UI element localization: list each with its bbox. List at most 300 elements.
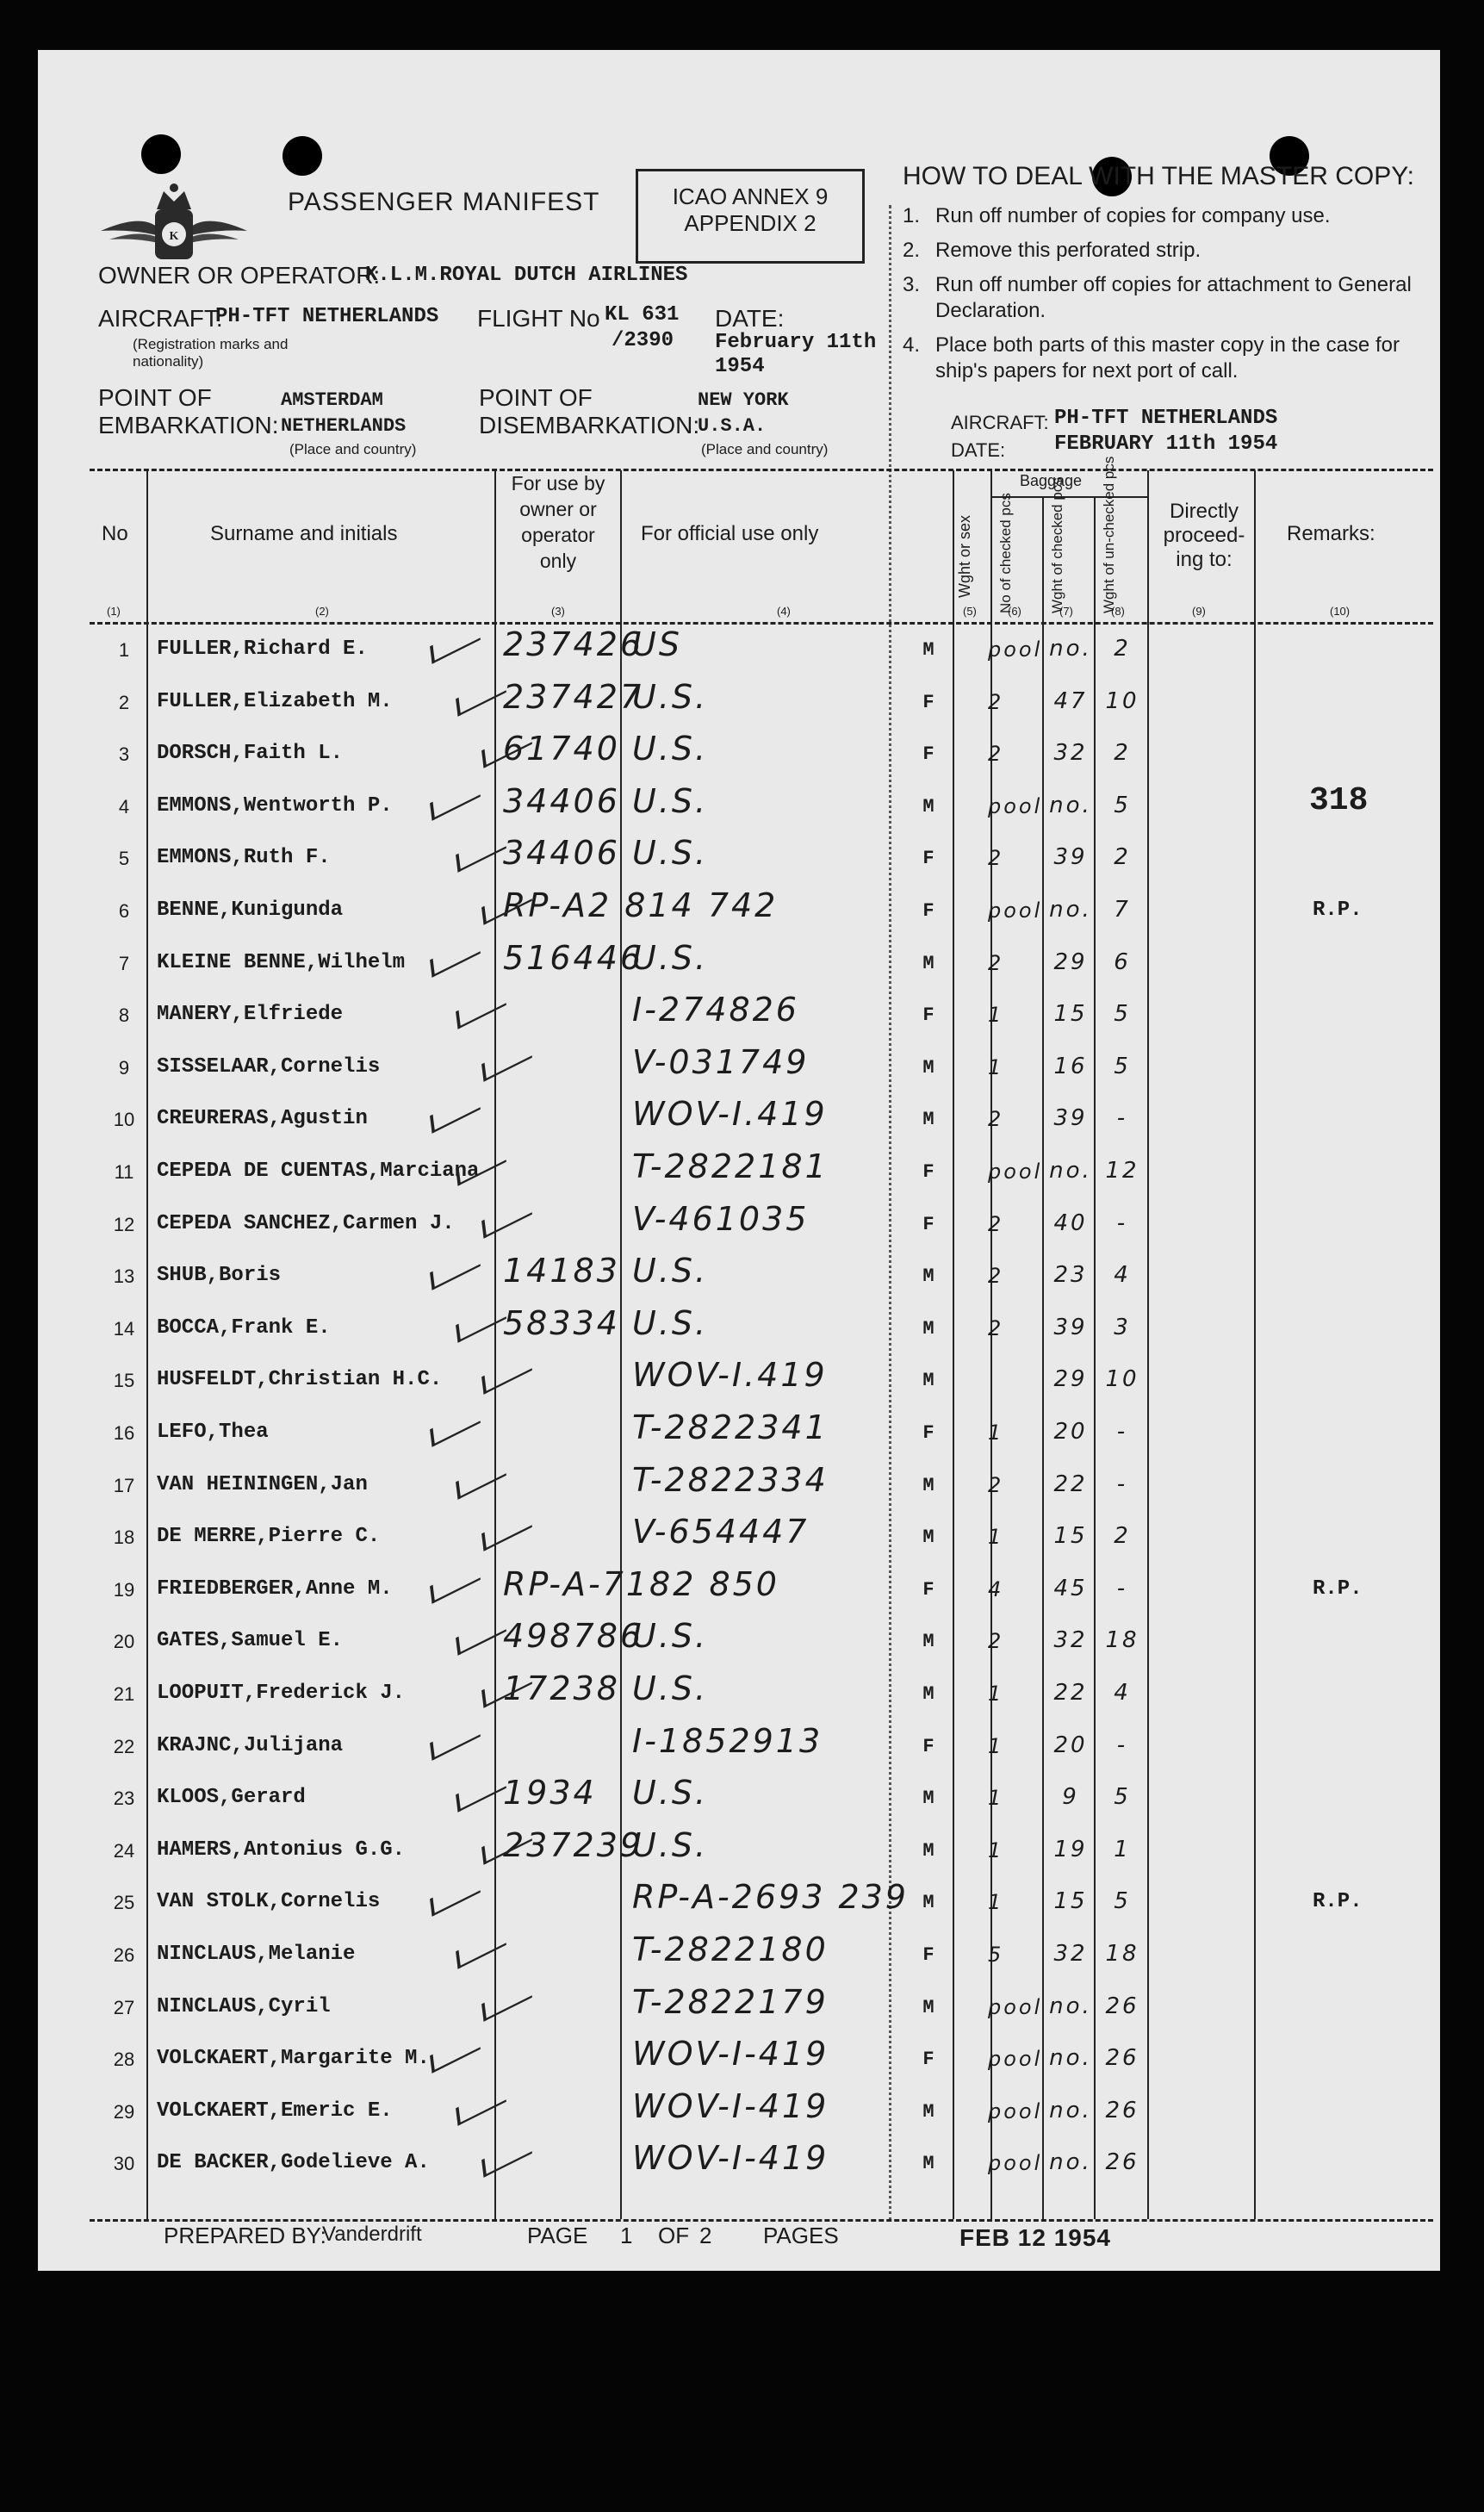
page-label: PAGE bbox=[527, 2223, 588, 2248]
row-remark: R.P. bbox=[1313, 1890, 1363, 1914]
prepared-value: Vanderdrift bbox=[322, 2223, 422, 2246]
wght-checked: 39 bbox=[1053, 1314, 1088, 1340]
check-tick-icon bbox=[430, 1092, 481, 1135]
of-label: OF bbox=[658, 2223, 690, 2248]
official-ref: U.S. bbox=[632, 1774, 709, 1812]
table-row bbox=[38, 1929, 1440, 1980]
row-number: 1 bbox=[118, 639, 130, 661]
icao-appendix: APPENDIX 2 bbox=[684, 210, 817, 236]
checked-pcs: 2 bbox=[988, 742, 1004, 767]
checked-pcs: 4 bbox=[988, 1576, 1004, 1601]
passenger-sex: F bbox=[922, 743, 934, 766]
received-date-stamp: FEB 12 1954 bbox=[959, 2224, 1111, 2251]
col-num: (9) bbox=[1192, 605, 1206, 618]
wght-unchecked: 18 bbox=[1105, 1941, 1139, 1967]
check-tick-icon bbox=[430, 2031, 481, 2074]
passenger-sex: M bbox=[922, 795, 934, 818]
passenger-sex: F bbox=[922, 1944, 934, 1966]
passenger-sex: F bbox=[922, 1004, 934, 1027]
wght-unchecked: 4 bbox=[1114, 1262, 1131, 1289]
row-number: 10 bbox=[113, 1109, 135, 1131]
passenger-name: BENNE,Kunigunda bbox=[157, 898, 344, 922]
wght-checked: no. bbox=[1049, 2149, 1092, 2176]
row-number: 26 bbox=[113, 1944, 135, 1966]
checked-pcs: 1 bbox=[988, 1525, 1004, 1550]
checked-pcs: 1 bbox=[988, 1003, 1004, 1028]
wght-unchecked: - bbox=[1116, 1575, 1128, 1601]
wght-unchecked: 10 bbox=[1105, 1366, 1139, 1393]
wght-checked: 39 bbox=[1053, 1105, 1088, 1132]
owner-ref: 34406 bbox=[503, 781, 620, 820]
wght-checked: 15 bbox=[1053, 1888, 1088, 1915]
row-remark: R.P. bbox=[1313, 898, 1363, 922]
passenger-sex: F bbox=[922, 848, 934, 870]
page-stamp-number: 318 bbox=[1309, 782, 1369, 819]
checked-pcs: pool bbox=[988, 2047, 1043, 2072]
check-tick-icon bbox=[456, 1770, 506, 1812]
passenger-sex: M bbox=[922, 1109, 934, 1131]
official-ref: U.S. bbox=[632, 781, 709, 820]
wght-checked: no. bbox=[1049, 636, 1092, 662]
passenger-sex: M bbox=[922, 1839, 934, 1862]
official-ref: RP-A-2693 239 bbox=[632, 1878, 909, 1917]
passenger-name: KLEINE BENNE,Wilhelm bbox=[157, 950, 406, 974]
wght-unchecked: - bbox=[1116, 1732, 1128, 1758]
col-num: (7) bbox=[1059, 605, 1073, 618]
check-tick-icon bbox=[456, 675, 506, 717]
wght-checked: 29 bbox=[1053, 948, 1088, 975]
passenger-name: NINCLAUS,Melanie bbox=[157, 1943, 356, 1966]
passenger-table bbox=[38, 622, 1440, 2224]
col-num: (1) bbox=[107, 605, 121, 618]
check-tick-icon bbox=[456, 1927, 506, 1969]
table-row bbox=[38, 1772, 1440, 1824]
checked-pcs: 2 bbox=[988, 1629, 1004, 1654]
col-sex: Wght or sex bbox=[956, 514, 973, 598]
passenger-name: KRAJNC,Julijana bbox=[157, 1733, 344, 1757]
svg-text:K: K bbox=[169, 230, 179, 243]
passenger-name: VAN STOLK,Cornelis bbox=[157, 1890, 381, 1914]
check-tick-icon bbox=[430, 1405, 481, 1447]
row-number: 20 bbox=[113, 1631, 135, 1653]
col-checked-pcs: No of checked pcs bbox=[997, 493, 1014, 613]
passenger-sex: F bbox=[922, 2049, 934, 2071]
passenger-name: HAMERS,Antonius G.G. bbox=[157, 1837, 406, 1862]
instr-date-value: FEBRUARY 11th 1954 bbox=[1054, 432, 1278, 456]
disembark-country: U.S.A. bbox=[698, 415, 767, 437]
instr-aircraft-label: AIRCRAFT: bbox=[951, 412, 1049, 433]
official-ref: V-031749 bbox=[632, 1042, 810, 1081]
official-ref: WOV-I.419 bbox=[632, 1356, 828, 1395]
wght-checked: 29 bbox=[1053, 1366, 1088, 1393]
passenger-name: VAN HEININGEN,Jan bbox=[157, 1472, 368, 1496]
check-tick-icon bbox=[456, 1458, 506, 1500]
checked-pcs: 1 bbox=[988, 1786, 1004, 1811]
owner-ref: 498786 bbox=[503, 1617, 644, 1656]
row-number: 5 bbox=[118, 848, 130, 870]
passenger-name: BOCCA,Frank E. bbox=[157, 1315, 331, 1340]
embark-label-1: POINT OF bbox=[98, 384, 212, 411]
official-ref: V-654447 bbox=[632, 1513, 810, 1551]
punch-hole bbox=[283, 136, 322, 176]
table-row bbox=[38, 937, 1440, 989]
table-row bbox=[38, 1303, 1440, 1354]
passenger-name: VOLCKAERT,Margarite M. bbox=[157, 2047, 430, 2071]
checked-pcs: 1 bbox=[988, 1054, 1004, 1079]
passenger-name: HUSFELDT,Christian H.C. bbox=[157, 1368, 443, 1392]
owner-ref: 1934 bbox=[503, 1774, 597, 1812]
instruction-item: 3. Run off number off copies for attachment to General Declaration. bbox=[903, 273, 1412, 322]
passenger-name: FRIEDBERGER,Anne M. bbox=[157, 1576, 393, 1601]
checked-pcs: pool bbox=[988, 2151, 1043, 2176]
wght-checked: 20 bbox=[1053, 1419, 1088, 1445]
passenger-sex: M bbox=[922, 1474, 934, 1496]
passenger-sex: F bbox=[922, 1578, 934, 1601]
passenger-sex: F bbox=[922, 691, 934, 713]
row-number: 28 bbox=[113, 2049, 135, 2071]
row-number: 2 bbox=[118, 691, 130, 713]
checked-pcs: 2 bbox=[988, 1472, 1004, 1497]
instr-date-label: DATE: bbox=[951, 439, 1006, 461]
owner-ref: 516446 bbox=[503, 938, 644, 977]
row-number: 30 bbox=[113, 2153, 135, 2175]
table-row bbox=[38, 832, 1440, 884]
instruction-item: 2. Remove this perforated strip. bbox=[903, 239, 1201, 262]
row-number: 11 bbox=[114, 1161, 134, 1183]
checked-pcs: 2 bbox=[988, 1211, 1004, 1236]
prepared-label: PREPARED BY: bbox=[164, 2223, 326, 2248]
col-num: (6) bbox=[1008, 605, 1021, 618]
official-ref: I-274826 bbox=[632, 991, 799, 1029]
official-ref: U.S. bbox=[632, 1303, 709, 1342]
wght-unchecked: 6 bbox=[1114, 948, 1131, 975]
official-ref: U.S. bbox=[632, 1617, 709, 1656]
table-row bbox=[38, 885, 1440, 936]
wght-unchecked: 2 bbox=[1114, 740, 1131, 767]
aircraft-value: PH-TFT NETHERLANDS bbox=[215, 305, 439, 328]
passenger-name: EMMONS,Ruth F. bbox=[157, 846, 331, 870]
row-number: 8 bbox=[118, 1004, 130, 1027]
baggage-rule bbox=[990, 496, 1149, 498]
wght-checked: 40 bbox=[1053, 1209, 1088, 1236]
check-tick-icon bbox=[430, 622, 481, 664]
wght-unchecked: - bbox=[1116, 1209, 1128, 1236]
wght-unchecked: - bbox=[1116, 1419, 1128, 1445]
table-row bbox=[38, 989, 1440, 1041]
col-baggage: Baggage bbox=[1020, 472, 1083, 489]
check-tick-icon bbox=[481, 2136, 532, 2179]
passenger-name: KLOOS,Gerard bbox=[157, 1786, 306, 1810]
passenger-sex: F bbox=[922, 1422, 934, 1444]
col-directly: Directly proceed-ing to: bbox=[1163, 500, 1245, 571]
row-number: 21 bbox=[113, 1683, 135, 1705]
table-row bbox=[38, 2137, 1440, 2189]
table-row bbox=[38, 2033, 1440, 2085]
check-tick-icon bbox=[430, 779, 481, 821]
passenger-name: CEPEDA DE CUENTAS,Marciana bbox=[157, 1160, 480, 1183]
owner-ref: RP-A2 814 742 bbox=[503, 886, 779, 924]
disembark-label-2: DISEMBARKATION: bbox=[479, 412, 700, 438]
checked-pcs: 1 bbox=[988, 1682, 1004, 1706]
wght-checked: 9 bbox=[1062, 1784, 1079, 1811]
table-row bbox=[38, 1564, 1440, 1615]
wght-checked: no. bbox=[1049, 792, 1092, 818]
col-no: No bbox=[102, 522, 128, 545]
disembark-label-1: POINT OF bbox=[479, 384, 593, 411]
embark-label-2: EMBARKATION: bbox=[98, 412, 279, 438]
wght-checked: no. bbox=[1049, 1993, 1092, 2019]
wght-checked: 47 bbox=[1053, 687, 1088, 714]
wght-checked: no. bbox=[1049, 2045, 1092, 2072]
passenger-sex: M bbox=[922, 639, 934, 661]
checked-pcs: 5 bbox=[988, 1943, 1004, 1967]
checked-pcs: 1 bbox=[988, 1421, 1004, 1445]
wght-unchecked: 10 bbox=[1105, 687, 1139, 714]
flight-label: FLIGHT No bbox=[477, 305, 600, 332]
checked-pcs: pool bbox=[988, 637, 1043, 662]
official-ref: U.S. bbox=[632, 938, 709, 977]
wght-unchecked: 26 bbox=[1105, 2097, 1139, 2123]
wght-checked: 22 bbox=[1053, 1680, 1088, 1706]
aircraft-note: (Registration marks and nationality) bbox=[133, 336, 289, 370]
wght-unchecked: 1 bbox=[1114, 1836, 1131, 1862]
wght-unchecked: 2 bbox=[1114, 1523, 1131, 1550]
official-ref: U.S. bbox=[632, 730, 709, 768]
passenger-name: VOLCKAERT,Emeric E. bbox=[157, 2099, 393, 2123]
check-tick-icon bbox=[430, 1875, 481, 1918]
manifest-sheet bbox=[38, 50, 1440, 2271]
page-value: 1 bbox=[620, 2223, 633, 2248]
passenger-sex: M bbox=[922, 1788, 934, 1810]
official-ref: WOV-I-419 bbox=[632, 2086, 829, 2125]
passenger-name: MANERY,Elfriede bbox=[157, 1003, 344, 1027]
passenger-sex: F bbox=[922, 1161, 934, 1183]
wght-unchecked: 26 bbox=[1105, 2045, 1139, 2072]
passenger-name: NINCLAUS,Cyril bbox=[157, 1994, 331, 2018]
row-number: 12 bbox=[113, 1213, 135, 1235]
passenger-sex: M bbox=[922, 952, 934, 974]
passenger-sex: F bbox=[922, 1213, 934, 1235]
wght-checked: 45 bbox=[1053, 1575, 1088, 1601]
check-tick-icon bbox=[481, 1509, 532, 1551]
checked-pcs: 2 bbox=[988, 846, 1004, 871]
owner-ref: 34406 bbox=[503, 834, 620, 873]
passenger-name: CREURERAS,Agustin bbox=[157, 1107, 368, 1131]
wght-unchecked: 18 bbox=[1105, 1627, 1139, 1654]
wght-unchecked: 26 bbox=[1105, 2149, 1139, 2176]
passenger-name: FULLER,Elizabeth M. bbox=[157, 689, 393, 713]
passenger-name: CEPEDA SANCHEZ,Carmen J. bbox=[157, 1211, 455, 1235]
table-row bbox=[38, 780, 1440, 832]
wght-unchecked: 5 bbox=[1114, 1053, 1131, 1079]
date-label: DATE: bbox=[715, 305, 785, 332]
check-tick-icon bbox=[456, 1614, 506, 1657]
icao-annex: ICAO ANNEX 9 bbox=[672, 183, 829, 209]
table-row bbox=[38, 1198, 1440, 1250]
passenger-name: DORSCH,Faith L. bbox=[157, 742, 344, 766]
table-row bbox=[38, 1407, 1440, 1458]
check-tick-icon bbox=[456, 1301, 506, 1343]
col-official: For official use only bbox=[641, 522, 819, 545]
owner-ref: RP-A-7182 850 bbox=[503, 1564, 779, 1603]
check-tick-icon bbox=[430, 1719, 481, 1761]
col-surname: Surname and initials bbox=[210, 522, 398, 545]
passenger-sex: M bbox=[922, 2153, 934, 2175]
instruction-item: 4. Place both parts of this master copy in the case for ship's papers for next port of call. bbox=[903, 333, 1400, 382]
table-row bbox=[38, 1876, 1440, 1928]
flight-value-2: /2390 bbox=[612, 329, 674, 352]
check-tick-icon bbox=[456, 831, 506, 874]
official-ref: T-2822341 bbox=[632, 1408, 829, 1446]
wght-unchecked: 2 bbox=[1114, 844, 1131, 871]
table-row bbox=[38, 1981, 1440, 2033]
passenger-name: DE MERRE,Pierre C. bbox=[157, 1525, 381, 1549]
check-tick-icon bbox=[456, 2084, 506, 2126]
checked-pcs: 2 bbox=[988, 1264, 1004, 1289]
official-ref: T-2822179 bbox=[632, 1982, 829, 2021]
row-number: 4 bbox=[118, 795, 130, 818]
wght-checked: 39 bbox=[1053, 844, 1088, 871]
checked-pcs: pool bbox=[988, 1994, 1043, 2019]
col-num: (5) bbox=[963, 605, 977, 618]
checked-pcs: 1 bbox=[988, 1733, 1004, 1758]
wght-unchecked: 5 bbox=[1114, 1888, 1131, 1915]
wght-checked: 15 bbox=[1053, 1001, 1088, 1028]
table-row bbox=[38, 1250, 1440, 1302]
embark-city: AMSTERDAM bbox=[281, 389, 383, 411]
owner-ref: 58334 bbox=[503, 1303, 620, 1342]
form-title: PASSENGER MANIFEST bbox=[288, 188, 600, 216]
disembark-place-note: (Place and country) bbox=[701, 441, 829, 457]
owner-value: K.L.M.ROYAL DUTCH AIRLINES bbox=[365, 264, 688, 287]
wght-checked: 32 bbox=[1053, 740, 1088, 767]
row-number: 27 bbox=[113, 1996, 135, 2018]
wght-unchecked: 26 bbox=[1105, 1993, 1139, 2019]
col-num: (2) bbox=[315, 605, 329, 618]
passenger-name: EMMONS,Wentworth P. bbox=[157, 793, 393, 818]
row-number: 23 bbox=[113, 1788, 135, 1810]
checked-pcs: 2 bbox=[988, 1107, 1004, 1132]
checked-pcs: pool bbox=[988, 1160, 1043, 1184]
disembark-city: NEW YORK bbox=[698, 389, 789, 411]
wght-checked: 22 bbox=[1053, 1471, 1088, 1497]
passenger-sex: M bbox=[922, 1056, 934, 1079]
row-number: 22 bbox=[113, 1735, 135, 1757]
table-row bbox=[38, 1668, 1440, 1719]
checked-pcs: 1 bbox=[988, 1837, 1004, 1862]
passenger-sex: M bbox=[922, 1631, 934, 1653]
table-row bbox=[38, 676, 1440, 728]
wght-checked: 32 bbox=[1053, 1627, 1088, 1654]
table-row bbox=[38, 1511, 1440, 1563]
checked-pcs: 2 bbox=[988, 1315, 1004, 1340]
passenger-sex: M bbox=[922, 2100, 934, 2123]
table-row bbox=[38, 1459, 1440, 1511]
wght-unchecked: 5 bbox=[1114, 1784, 1131, 1811]
row-number: 3 bbox=[118, 743, 130, 766]
embark-place-note: (Place and country) bbox=[289, 441, 417, 457]
owner-label: OWNER OR OPERATOR: bbox=[98, 262, 381, 289]
table-row bbox=[38, 1825, 1440, 1876]
wght-checked: 15 bbox=[1053, 1523, 1088, 1550]
row-number: 29 bbox=[113, 2100, 135, 2123]
row-number: 24 bbox=[113, 1839, 135, 1862]
table-row bbox=[38, 1146, 1440, 1197]
table-row bbox=[38, 1615, 1440, 1667]
table-row bbox=[38, 1093, 1440, 1145]
wght-unchecked: 5 bbox=[1114, 1001, 1131, 1028]
wght-checked: 16 bbox=[1053, 1053, 1088, 1079]
official-ref: U.S. bbox=[632, 1669, 709, 1707]
official-ref: U.S. bbox=[632, 1825, 709, 1864]
embark-country: NETHERLANDS bbox=[281, 415, 407, 437]
check-tick-icon bbox=[481, 1040, 532, 1082]
wght-unchecked: - bbox=[1116, 1471, 1128, 1497]
date-value-2: 1954 bbox=[715, 355, 765, 378]
wght-checked: 20 bbox=[1053, 1732, 1088, 1758]
passenger-sex: M bbox=[922, 1265, 934, 1288]
wght-checked: no. bbox=[1049, 897, 1092, 923]
passenger-sex: M bbox=[922, 1317, 934, 1340]
table-row bbox=[38, 2086, 1440, 2137]
table-bottom-rule bbox=[90, 2219, 1433, 2222]
wght-checked: no. bbox=[1049, 2097, 1092, 2123]
official-ref: U.S. bbox=[632, 1252, 709, 1290]
icao-box bbox=[636, 169, 865, 264]
wght-unchecked: 7 bbox=[1114, 897, 1131, 923]
check-tick-icon bbox=[481, 1980, 532, 2022]
row-number: 19 bbox=[113, 1578, 135, 1601]
passenger-sex: M bbox=[922, 1370, 934, 1392]
col-num: (4) bbox=[777, 605, 791, 618]
row-remark: R.P. bbox=[1313, 1576, 1363, 1601]
wght-checked: 19 bbox=[1053, 1836, 1088, 1862]
official-ref: T-2822181 bbox=[632, 1147, 829, 1185]
official-ref: US bbox=[632, 625, 682, 663]
row-number: 17 bbox=[113, 1474, 135, 1496]
row-number: 6 bbox=[118, 900, 130, 922]
checked-pcs: 2 bbox=[988, 950, 1004, 975]
pages-label: PAGES bbox=[763, 2223, 839, 2248]
check-tick-icon bbox=[481, 1353, 532, 1396]
official-ref: V-461035 bbox=[632, 1199, 810, 1238]
checked-pcs: 1 bbox=[988, 1890, 1004, 1915]
passenger-name: LOOPUIT,Frederick J. bbox=[157, 1682, 406, 1705]
check-tick-icon bbox=[430, 936, 481, 978]
row-number: 18 bbox=[113, 1526, 135, 1549]
check-tick-icon bbox=[481, 1197, 532, 1239]
row-number: 15 bbox=[113, 1370, 135, 1392]
passenger-name: SISSELAAR,Cornelis bbox=[157, 1054, 381, 1079]
row-number: 7 bbox=[118, 952, 130, 974]
table-top-rule bbox=[90, 469, 1433, 471]
table-row bbox=[38, 728, 1440, 780]
checked-pcs: pool bbox=[988, 898, 1043, 923]
col-owner-use: For use by owner or operator only bbox=[511, 472, 605, 572]
klm-crown-logo-icon bbox=[96, 179, 251, 265]
owner-ref: 61740 bbox=[503, 730, 620, 768]
col-wght-unchecked: Wght of un-checked pcs bbox=[1101, 456, 1117, 613]
instruction-item: 1. Run off number of copies for company use. bbox=[903, 204, 1331, 227]
official-ref: U.S. bbox=[632, 834, 709, 873]
passenger-sex: F bbox=[922, 1735, 934, 1757]
wght-unchecked: 4 bbox=[1114, 1680, 1131, 1706]
passenger-name: GATES,Samuel E. bbox=[157, 1629, 344, 1653]
wght-checked: no. bbox=[1049, 1158, 1092, 1184]
official-ref: T-2822180 bbox=[632, 1931, 829, 1968]
row-number: 13 bbox=[113, 1265, 135, 1288]
flight-value: KL 631 bbox=[605, 303, 680, 326]
